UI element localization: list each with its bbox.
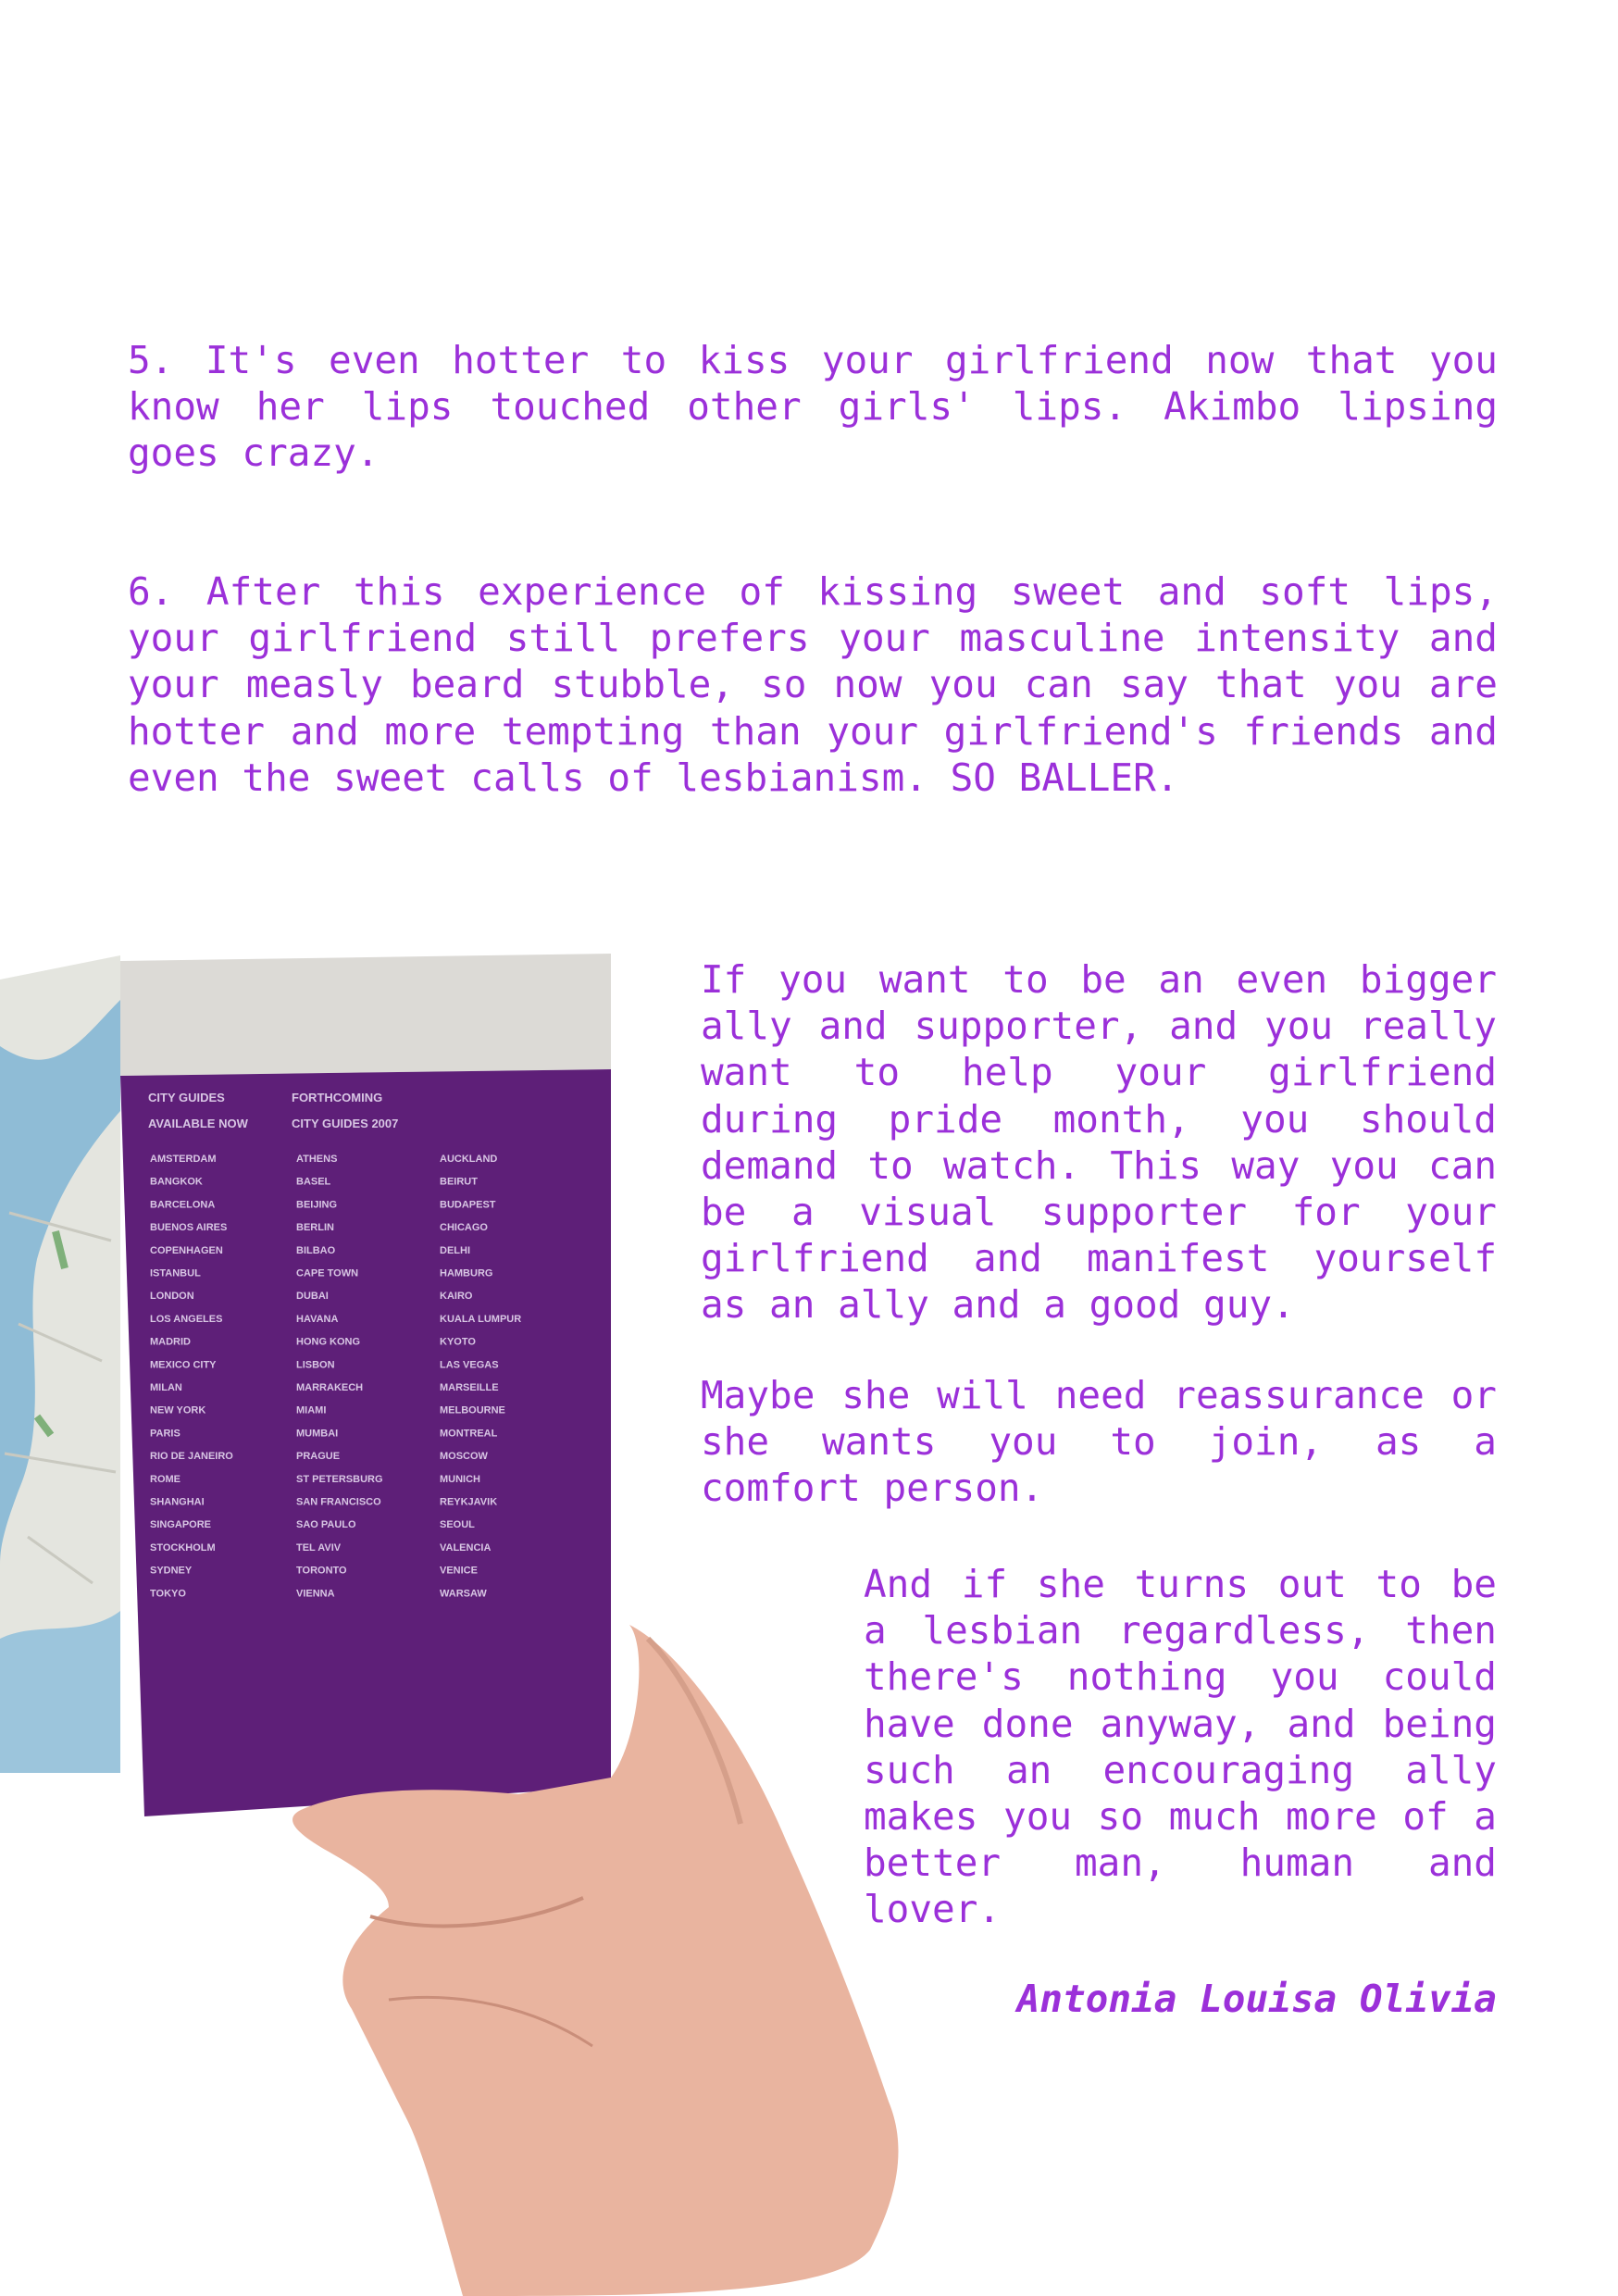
booklet-city-item: CAPE TOWN bbox=[296, 1267, 359, 1279]
author-signature: Antonia Louisa Olivia bbox=[1016, 1977, 1497, 2021]
paragraph-lesbian: And if she turns out to be a lesbian regardless, then there's nothing you could have done anyway, and being such an encouraging ally makes you so much more of a better man, human and lover. bbox=[864, 1562, 1497, 1932]
booklet-city-item: BANGKOK bbox=[150, 1176, 203, 1188]
booklet-city-item: ST PETERSBURG bbox=[296, 1473, 383, 1485]
booklet-city-item: HAVANA bbox=[296, 1313, 339, 1325]
booklet-city-item: KYOTO bbox=[440, 1336, 476, 1348]
booklet-city-item: MUNICH bbox=[440, 1473, 480, 1485]
booklet-city-item: AMSTERDAM bbox=[150, 1154, 217, 1165]
booklet-city-item: VALENCIA bbox=[440, 1541, 492, 1554]
booklet-header-left: CITY GUIDES bbox=[148, 1091, 225, 1104]
booklet-city-item: ROME bbox=[150, 1473, 180, 1485]
booklet-city-item: VIENNA bbox=[296, 1588, 335, 1600]
booklet-city-item: LISBON bbox=[296, 1359, 335, 1371]
booklet-city-item: MUMBAI bbox=[296, 1428, 339, 1440]
booklet-city-item: SHANGHAI bbox=[150, 1496, 205, 1508]
booklet-city-item: BUDAPEST bbox=[440, 1199, 496, 1211]
booklet-city-item: KUALA LUMPUR bbox=[440, 1313, 522, 1325]
booklet-city-item: PARIS bbox=[150, 1428, 180, 1440]
booklet-city-item: BILBAO bbox=[296, 1244, 336, 1256]
booklet-top bbox=[120, 954, 611, 1076]
booklet-header-left: AVAILABLE NOW bbox=[148, 1117, 248, 1130]
paragraph-maybe: Maybe she will need reassurance or she wants you to join, as a comfort person. bbox=[701, 1373, 1497, 1511]
booklet-city-item: MARRAKECH bbox=[296, 1382, 364, 1393]
booklet-header-right: CITY GUIDES 2007 bbox=[292, 1117, 399, 1130]
booklet-header-right: FORTHCOMING bbox=[292, 1091, 383, 1104]
booklet-city-item: HAMBURG bbox=[440, 1267, 493, 1279]
booklet-city-item: LONDON bbox=[150, 1291, 194, 1303]
booklet-city-item: TEL AVIV bbox=[296, 1541, 342, 1554]
booklet-city-item: REYKJAVIK bbox=[440, 1496, 498, 1508]
paragraph-5: 5. It's even hotter to kiss your girlfriend now that you know her lips touched other girls' lips. Akimbo lipsing goes crazy. bbox=[128, 338, 1498, 476]
booklet-city-item: ISTANBUL bbox=[150, 1267, 201, 1279]
booklet-city-item: TORONTO bbox=[296, 1565, 347, 1577]
booklet-city-item: MIAMI bbox=[296, 1404, 327, 1416]
booklet-city-item: ATHENS bbox=[296, 1154, 338, 1165]
map-image bbox=[0, 955, 120, 1773]
booklet-city-item: VENICE bbox=[440, 1565, 478, 1577]
booklet-city-item: DUBAI bbox=[296, 1291, 329, 1303]
booklet-city-item: MOSCOW bbox=[440, 1451, 488, 1463]
booklet-city-item: COPENHAGEN bbox=[150, 1244, 223, 1256]
booklet-city-item: WARSAW bbox=[440, 1588, 487, 1600]
paragraph-6: 6. After this experience of kissing sweet and soft lips, your girlfriend still prefers your masculine intensity and your measly beard stubble, so now you can say that you are hotter and more tempting than your girlfriend's friends and even the sweet calls of lesbianism. SO BALLER. bbox=[128, 569, 1498, 800]
booklet-city-item: NEW YORK bbox=[150, 1404, 206, 1416]
booklet-city-item: SYDNEY bbox=[150, 1565, 193, 1577]
booklet-city-item: SAN FRANCISCO bbox=[296, 1496, 381, 1508]
booklet-city-item: BASEL bbox=[296, 1176, 331, 1188]
booklet-city-item: MELBOURNE bbox=[440, 1404, 505, 1416]
booklet-city-item: BEIJING bbox=[296, 1199, 338, 1211]
booklet-city-item: MARSEILLE bbox=[440, 1382, 499, 1393]
booklet-city-item: MILAN bbox=[150, 1382, 182, 1393]
booklet-city-item: LAS VEGAS bbox=[440, 1359, 499, 1371]
booklet-city-item: SAO PAULO bbox=[296, 1519, 356, 1531]
booklet-city-item: MEXICO CITY bbox=[150, 1359, 217, 1371]
booklet-city-item: KAIRO bbox=[440, 1291, 473, 1303]
booklet-city-item: RIO DE JANEIRO bbox=[150, 1451, 233, 1463]
booklet-city-item: BEIRUT bbox=[440, 1176, 478, 1188]
booklet-city-item: AUCKLAND bbox=[440, 1154, 498, 1165]
booklet-city-item: SINGAPORE bbox=[150, 1519, 212, 1531]
booklet-city-item: CHICAGO bbox=[440, 1222, 488, 1234]
booklet-city-item: BERLIN bbox=[296, 1222, 334, 1234]
booklet-city-item: SEOUL bbox=[440, 1519, 475, 1531]
booklet-city-item: HONG KONG bbox=[296, 1336, 361, 1348]
booklet-city-item: TOKYO bbox=[150, 1588, 186, 1600]
booklet-city-item: PRAGUE bbox=[296, 1451, 341, 1463]
booklet-city-item: DELHI bbox=[440, 1244, 470, 1256]
booklet-city-item: BUENOS AIRES bbox=[150, 1222, 228, 1234]
booklet-city-item: MADRID bbox=[150, 1336, 191, 1348]
booklet-city-item: STOCKHOLM bbox=[150, 1541, 216, 1554]
booklet-city-item: LOS ANGELES bbox=[150, 1313, 223, 1325]
paragraph-ally: If you want to be an even bigger ally and supporter, and you really want to help your girlfriend during pride month, you should demand to watch. This way you can be a visual supporter for your girlfriend and manifest yourself as an ally and a good guy. bbox=[701, 957, 1497, 1328]
booklet-city-item: MONTREAL bbox=[440, 1428, 498, 1440]
booklet-city-item: BARCELONA bbox=[150, 1199, 216, 1211]
